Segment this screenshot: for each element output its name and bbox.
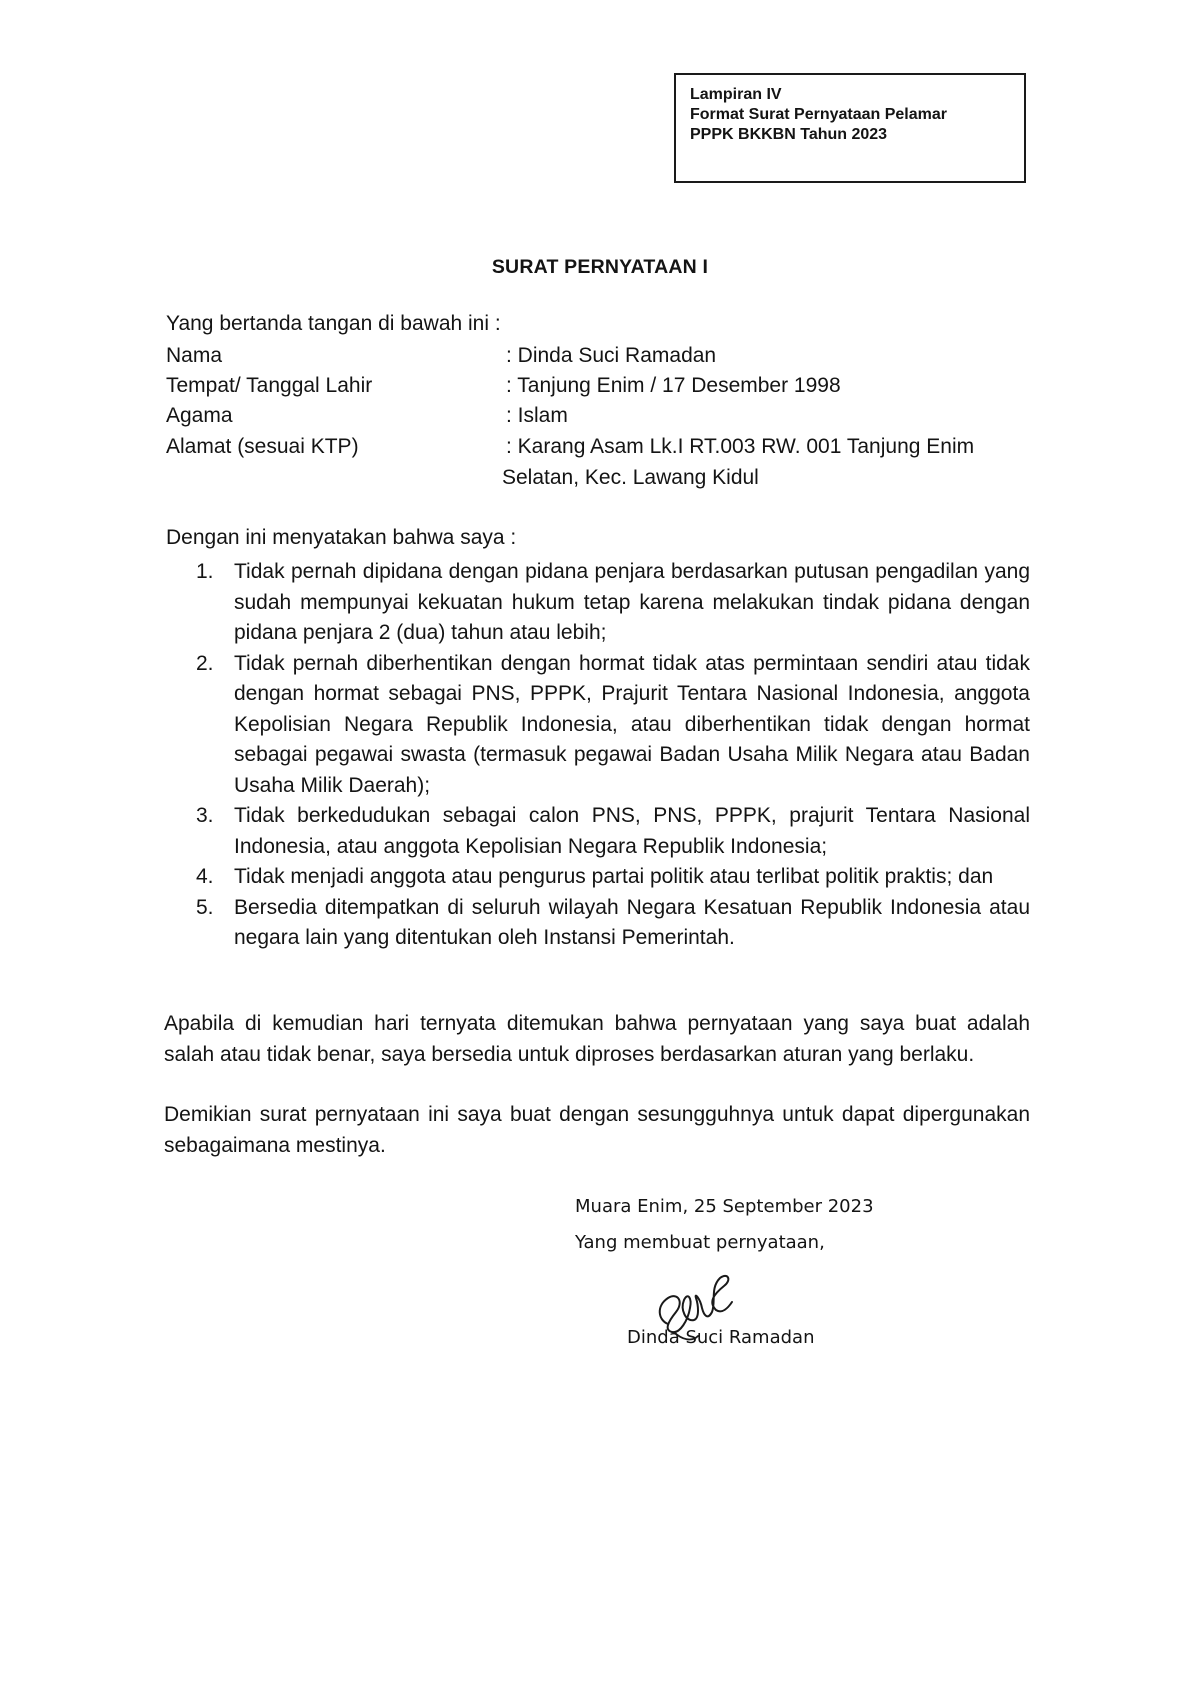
field-value-line2: Selatan, Kec. Lawang Kidul: [502, 466, 759, 489]
sign-place-date: Muara Enim, 25 September 2023: [575, 1196, 874, 1217]
lampiran-line-2: Format Surat Pernyataan Pelamar: [690, 106, 947, 123]
field-value: : Tanjung Enim / 17 Desember 1998: [506, 374, 841, 397]
field-value: : Dinda Suci Ramadan: [506, 344, 717, 367]
list-number: 5.: [196, 895, 214, 919]
list-item: [196, 557, 1030, 649]
list-item: [196, 893, 1030, 954]
field-value: : Islam: [506, 404, 568, 427]
list-text: Tidak pernah diberhentikan dengan hormat tidak atas permintaan sendiri atau tidak dengan hormat sebagai PNS, PPPK, Prajurit Tentara Nasional Indonesia, anggota Kepolisian Negara Republik Indonesia, atau diberhentikan tidak dengan hormat sebagai pegawai swasta (termasuk pegawai Badan Usaha Milik Negara atau Badan Usaha Milik Daerah);: [234, 651, 1030, 797]
list-number: 4.: [196, 865, 214, 888]
closing-paragraph-1: Apabila di kemudian hari ternyata ditemukan bahwa pernyataan yang saya buat adalah salah atau tidak benar, saya bersedia untuk diproses berdasarkan aturan yang berlaku.: [164, 1012, 1030, 1066]
intro-text: Yang bertanda tangan di bawah ini :: [166, 312, 501, 335]
field-label: Nama: [166, 344, 223, 367]
lampiran-box: [674, 73, 1026, 183]
list-item: [196, 862, 1030, 893]
closing-paragraph-2: Demikian surat pernyataan ini saya buat dengan sesungguhnya untuk dapat dipergunakan sebagaimana mestinya.: [164, 1103, 1030, 1157]
document-title: SURAT PERNYATAAN I: [491, 256, 709, 278]
list-text: Tidak menjadi anggota atau pengurus partai politik atau terlibat politik praktis; dan: [234, 865, 994, 888]
field-label: Alamat (sesuai KTP): [166, 435, 359, 458]
declaration-intro: Dengan ini menyatakan bahwa saya :: [166, 526, 517, 549]
sign-role: Yang membuat pernyataan,: [575, 1232, 825, 1253]
list-text: Tidak berkedudukan sebagai calon PNS, PNS, PPPK, prajurit Tentara Nasional Indonesia, atau anggota Kepolisian Negara Republik Indonesia;: [234, 804, 1030, 858]
list-item: [196, 649, 1030, 802]
list-text: Tidak pernah dipidana dengan pidana penjara berdasarkan putusan pengadilan yang sudah mempunyai kekuatan hukum tetap karena melakukan tindak pidana dengan pidana penjara 2 (dua) tahun atau lebih;: [234, 560, 1030, 644]
sign-name: Dinda Suci Ramadan: [627, 1327, 815, 1348]
field-value: : Karang Asam Lk.I RT.003 RW. 001 Tanjung Enim: [506, 435, 975, 458]
list-number: 3.: [196, 804, 214, 827]
lampiran-line-1: Lampiran IV: [690, 86, 782, 103]
field-label: Agama: [166, 404, 233, 427]
field-label: Tempat/ Tanggal Lahir: [166, 374, 373, 397]
list-number: 1.: [196, 560, 214, 583]
lampiran-line-3: PPPK BKKBN Tahun 2023: [690, 126, 888, 143]
declaration-list: [196, 557, 1030, 954]
list-text: Bersedia ditempatkan di seluruh wilayah Negara Kesatuan Republik Indonesia atau negara lain yang ditentukan oleh Instansi Pemerintah.: [234, 895, 1030, 949]
list-item: [196, 801, 1030, 862]
list-number: 2.: [196, 651, 214, 675]
